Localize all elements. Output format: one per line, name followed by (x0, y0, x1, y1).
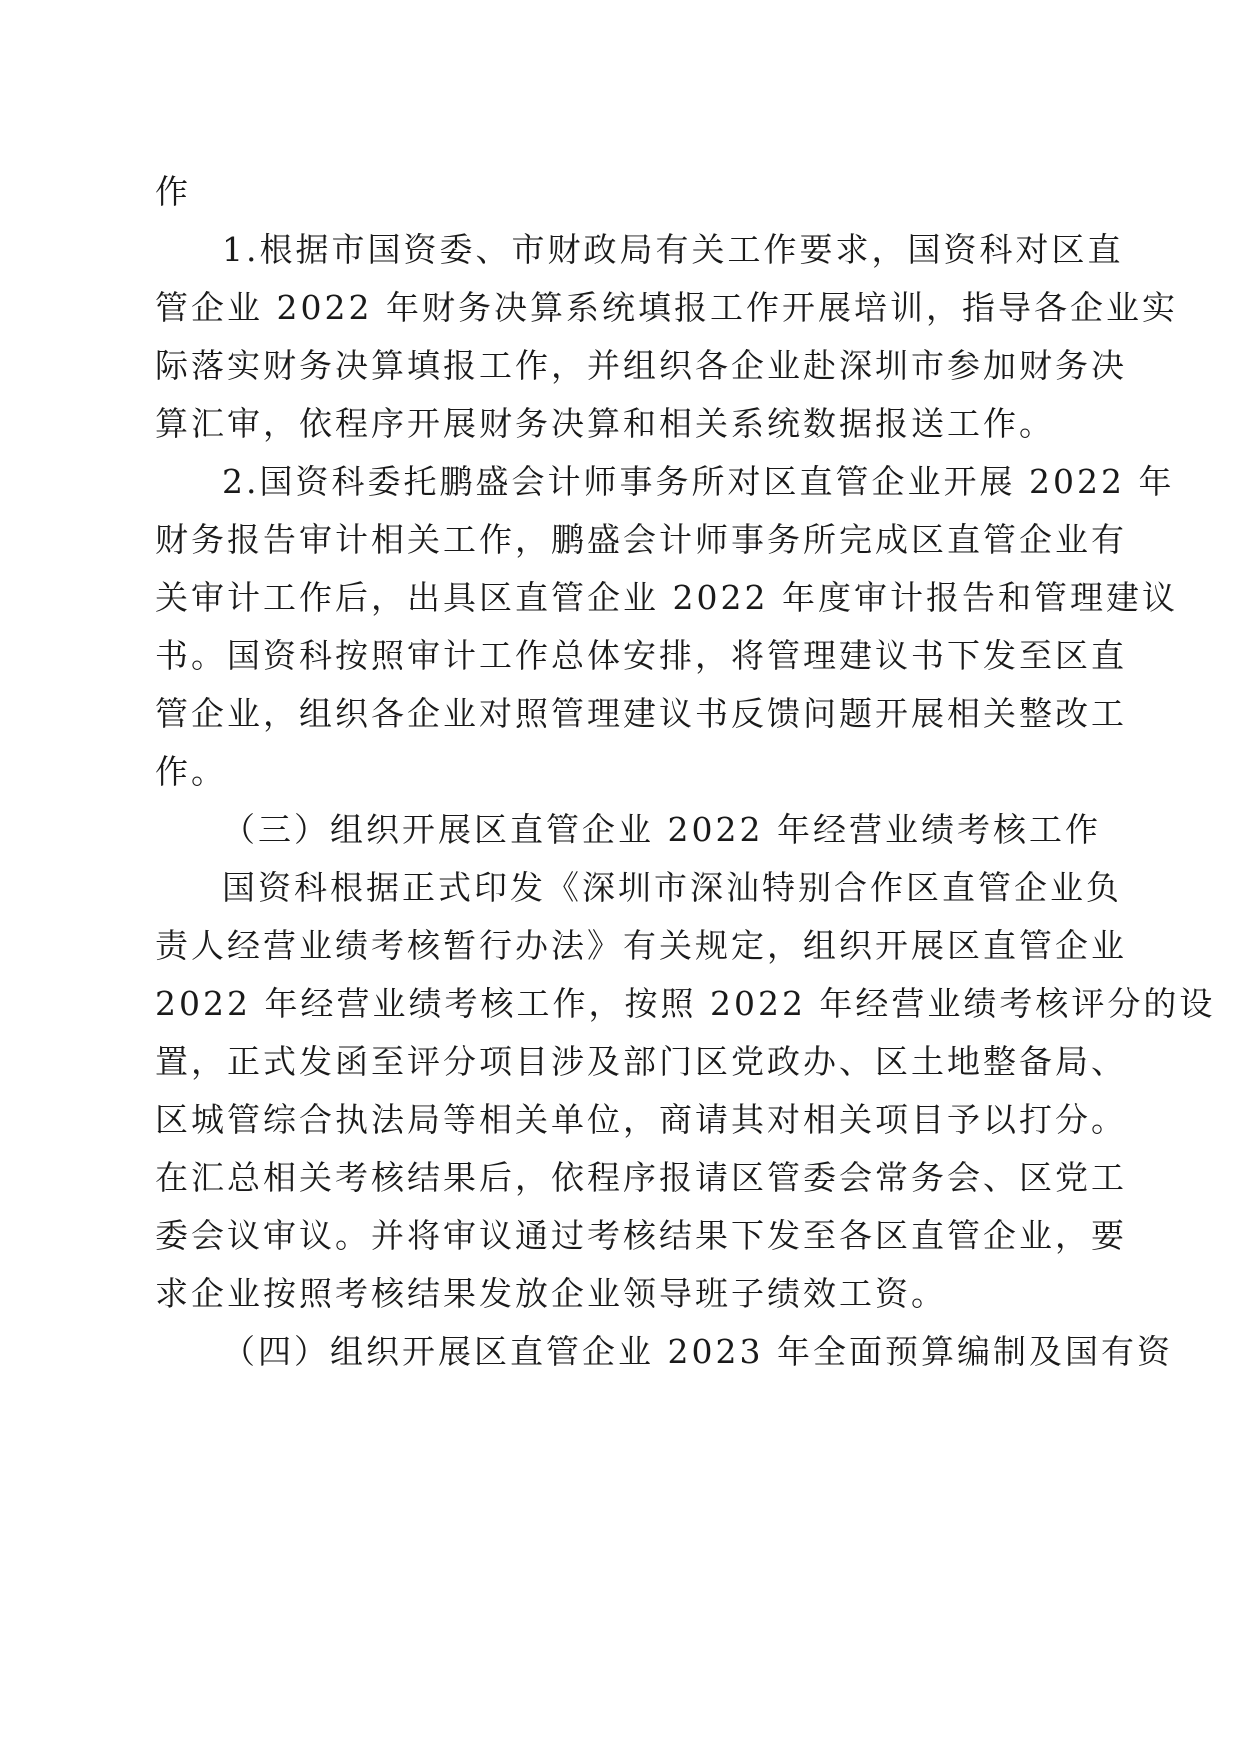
text-line: 关审计工作后，出具区直管企业 2022 年度审计报告和管理建议 (155, 578, 1178, 617)
text-line: 区城管综合执法局等相关单位，商请其对相关项目予以打分。 (155, 1100, 1127, 1139)
section-heading: （三）组织开展区直管企业 2022 年经营业绩考核工作 (222, 810, 1101, 849)
text-line: 际落实财务决算填报工作，并组织各企业赴深圳市参加财务决 (155, 346, 1127, 385)
text-line: 管企业，组织各企业对照管理建议书反馈问题开展相关整改工 (155, 694, 1127, 733)
text-line: 置，正式发函至评分项目涉及部门区党政办、区土地整备局、 (155, 1042, 1127, 1081)
text-line: 算汇审，依程序开展财务决算和相关系统数据报送工作。 (155, 404, 1055, 443)
text-line: 1.根据市国资委、市财政局有关工作要求，国资科对区直 (222, 230, 1124, 269)
text-line: 作。 (155, 752, 227, 791)
text-line: 书。国资科按照审计工作总体安排，将管理建议书下发至区直 (155, 636, 1127, 675)
text-line: 2.国资科委托鹏盛会计师事务所对区直管企业开展 2022 年 (222, 462, 1175, 501)
text-line: 求企业按照考核结果发放企业领导班子绩效工资。 (155, 1274, 947, 1313)
section-heading: （四）组织开展区直管企业 2023 年全面预算编制及国有资 (222, 1332, 1173, 1371)
text-line: 作 (155, 172, 191, 211)
text-line: 在汇总相关考核结果后，依程序报请区管委会常务会、区党工 (155, 1158, 1127, 1197)
text-line: 责人经营业绩考核暂行办法》有关规定，组织开展区直管企业 (155, 926, 1127, 965)
text-line: 国资科根据正式印发《深圳市深汕特别合作区直管企业负 (222, 868, 1122, 907)
text-line: 委会议审议。并将审议通过考核结果下发至各区直管企业，要 (155, 1216, 1127, 1255)
text-line: 财务报告审计相关工作，鹏盛会计师事务所完成区直管企业有 (155, 520, 1127, 559)
text-line: 2022 年经营业绩考核工作，按照 2022 年经营业绩考核评分的设 (155, 984, 1216, 1023)
text-line: 管企业 2022 年财务决算系统填报工作开展培训，指导各企业实 (155, 288, 1178, 327)
